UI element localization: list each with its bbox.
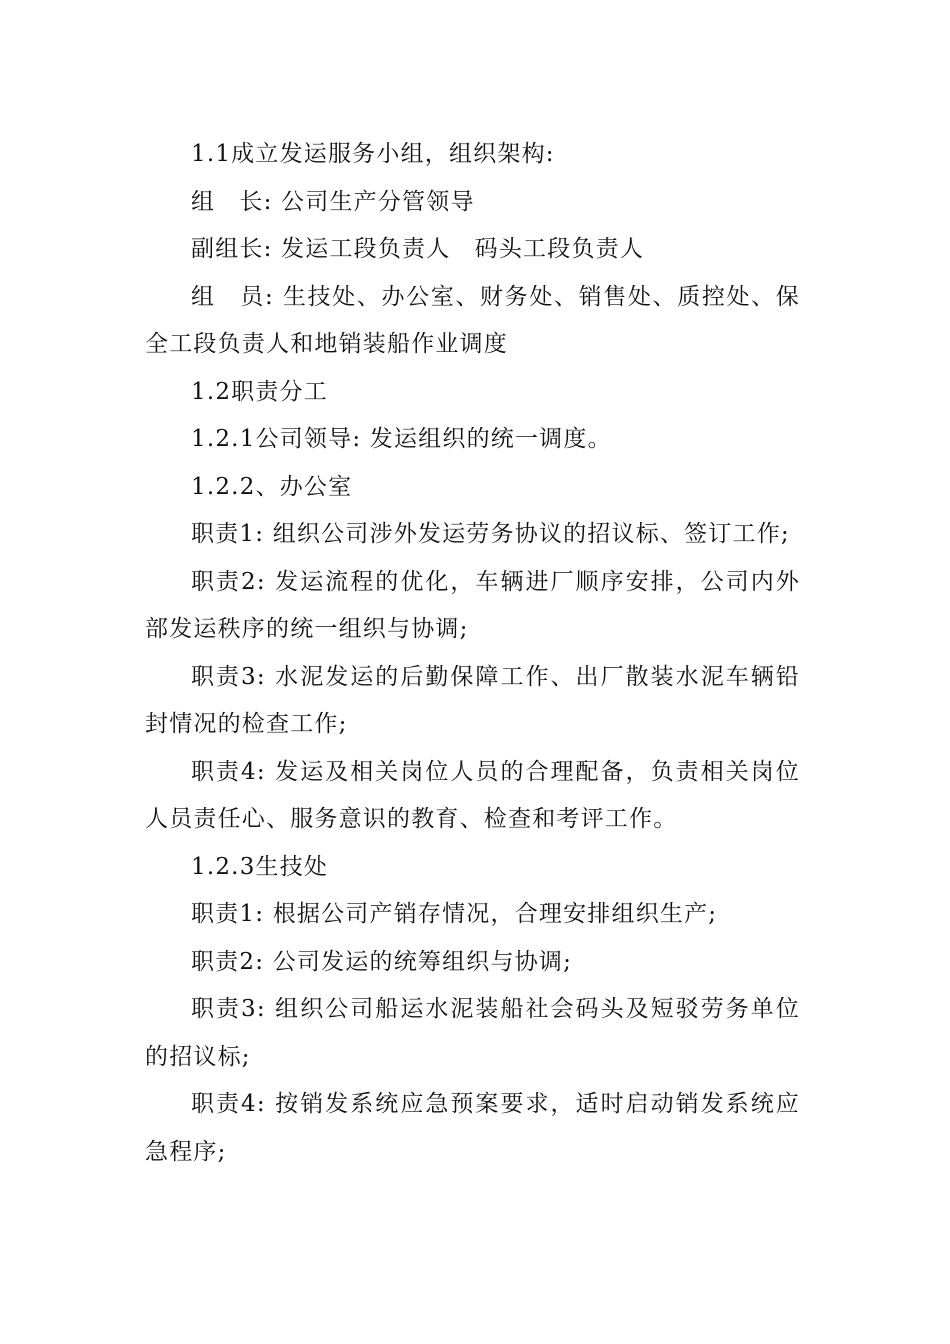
paragraph-tech-duty-1: 职责1: 根据公司产销存情况，合理安排组织生产; [191, 901, 718, 927]
document-body [145, 131, 800, 1176]
paragraph-company-leader: 1.2.1公司领导: 发运组织的统一调度。 [191, 426, 612, 452]
paragraph-tech-duty-3: 职责3: 组织公司船运水泥装船社会码头及短驳劳务单位的招议标; [145, 996, 800, 1070]
paragraph-office-duty-4: 职责4: 发运及相关岗位人员的合理配备，负责相关岗位人员责任心、服务意识的教育、检查和考评工作。 [145, 758, 800, 832]
paragraph-team-members: 组 员: 生技处、办公室、财务处、销售处、质控处、保全工段负责人和地销装船作业调度 [145, 283, 800, 357]
paragraph-office-duty-2: 职责2: 发运流程的优化，车辆进厂顺序安排，公司内外部发运秩序的统一组织与协调; [145, 568, 800, 642]
paragraph-office-duty-3: 职责3: 水泥发运的后勤保障工作、出厂散装水泥车辆铅封情况的检查工作; [145, 663, 800, 737]
paragraph-deputy-leader: 副组长: 发运工段负责人 码头工段负责人 [191, 236, 645, 262]
paragraph-duty-division-heading: 1.2职责分工 [191, 378, 328, 405]
paragraph-tech-duty-2: 职责2: 公司发运的统筹组织与协调; [191, 948, 573, 975]
paragraph-team-leader: 组 长: 公司生产分管领导 [191, 188, 475, 215]
paragraph-office-heading: 1.2.2、办公室 [191, 473, 353, 500]
paragraph-office-duty-1: 职责1: 组织公司涉外发运劳务协议的招议标、签订工作; [191, 521, 790, 547]
paragraph-tech-duty-4: 职责4: 按销发系统应急预案要求，适时启动销发系统应急程序; [145, 1091, 800, 1165]
paragraph-org-structure: 1.1成立发运服务小组，组织架构: [191, 141, 555, 167]
paragraph-tech-dept-heading: 1.2.3生技处 [191, 853, 329, 880]
